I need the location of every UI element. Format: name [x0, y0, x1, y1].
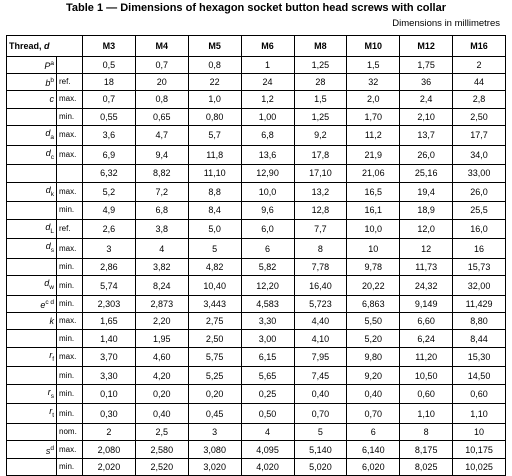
table-cell: 5,140: [294, 441, 347, 458]
table-cell: 5,74: [83, 276, 136, 296]
table-cell: 6: [241, 239, 294, 259]
table-cell: 15,73: [453, 259, 506, 276]
column-header: M5: [188, 36, 241, 57]
table-cell: 28: [294, 74, 347, 91]
table-cell: 0,20: [135, 384, 188, 404]
table-cell: 0,5: [83, 57, 136, 74]
table-cell: 3,30: [241, 313, 294, 330]
table-header-row: [7, 36, 506, 57]
tolerance-qualifier: [57, 165, 83, 182]
table-cell: 11,10: [188, 165, 241, 182]
dimension-symbol: c: [7, 91, 57, 108]
table-row: [7, 91, 506, 108]
table-cell: 1,00: [241, 108, 294, 125]
tolerance-qualifier: max.: [57, 441, 83, 458]
table-cell: 2,75: [188, 313, 241, 330]
table-row: [7, 57, 506, 74]
table-cell: 2,8: [453, 91, 506, 108]
table-cell: 10,175: [453, 441, 506, 458]
table-cell: 4,095: [241, 441, 294, 458]
table-cell: 6,8: [241, 125, 294, 145]
table-cell: 7,78: [294, 259, 347, 276]
table-row: [7, 259, 506, 276]
table-cell: 3,080: [188, 441, 241, 458]
dimension-symbol: $d_w$: [7, 276, 57, 296]
table-cell: 25,5: [453, 202, 506, 219]
table-cell: 11,429: [453, 296, 506, 313]
table-cell: 0,10: [83, 384, 136, 404]
table-row: [7, 125, 506, 145]
table-row: [7, 219, 506, 239]
table-cell: 0,20: [188, 384, 241, 404]
table-row: [7, 74, 506, 91]
column-header: M12: [400, 36, 453, 57]
table-cell: 17,7: [453, 125, 506, 145]
dimension-symbol: $r_t$: [7, 404, 57, 424]
dimension-symbol: $P^a$: [7, 57, 57, 74]
table-cell: 6,60: [400, 313, 453, 330]
table-cell: 16,5: [347, 182, 400, 202]
table-cell: 33,00: [453, 165, 506, 182]
table-cell: 26,0: [400, 145, 453, 165]
column-header: M16: [453, 36, 506, 57]
table-cell: 6,020: [347, 458, 400, 475]
tolerance-qualifier: min.: [57, 458, 83, 475]
table-cell: 10,025: [453, 458, 506, 475]
units-note: Dimensions in millimetres: [392, 18, 500, 29]
table-cell: 13,6: [241, 145, 294, 165]
table-cell: 0,60: [400, 384, 453, 404]
tolerance-qualifier: min.: [57, 108, 83, 125]
dimension-symbol: $r_f$: [7, 347, 57, 367]
table-cell: 24,32: [400, 276, 453, 296]
table-row: [7, 165, 506, 182]
table-cell: 17,8: [294, 145, 347, 165]
column-header: M8: [294, 36, 347, 57]
table-cell: 12,20: [241, 276, 294, 296]
table-cell: 16: [453, 239, 506, 259]
dimension-symbol: $r_s$: [7, 384, 57, 404]
table-cell: 7,45: [294, 367, 347, 384]
table-cell: 5,2: [83, 182, 136, 202]
table-cell: 4: [135, 239, 188, 259]
table-cell: 3,70: [83, 347, 136, 367]
table-cell: 0,60: [453, 384, 506, 404]
tolerance-qualifier: min.: [57, 296, 83, 313]
column-header: M4: [135, 36, 188, 57]
table-cell: 1,65: [83, 313, 136, 330]
table-cell: 3,30: [83, 367, 136, 384]
tolerance-qualifier: min.: [57, 367, 83, 384]
table-cell: 25,16: [400, 165, 453, 182]
table-row: [7, 458, 506, 475]
table-cell: 2,86: [83, 259, 136, 276]
dimension-symbol: [7, 108, 57, 125]
table-row: [7, 239, 506, 259]
table-cell: 9,6: [241, 202, 294, 219]
table-row: [7, 108, 506, 125]
dimensions-table: [6, 35, 506, 476]
table-row: [7, 145, 506, 165]
dimension-symbol: $d_L$: [7, 219, 57, 239]
table-cell: 4,583: [241, 296, 294, 313]
table-cell: 8,8: [188, 182, 241, 202]
table-row: [7, 296, 506, 313]
table-cell: 26,0: [453, 182, 506, 202]
table-cell: 13,2: [294, 182, 347, 202]
table-cell: 9,78: [347, 259, 400, 276]
table-cell: 11,2: [347, 125, 400, 145]
tolerance-qualifier: max.: [57, 313, 83, 330]
table-cell: 21,9: [347, 145, 400, 165]
column-header: M10: [347, 36, 400, 57]
tolerance-qualifier: min.: [57, 202, 83, 219]
table-cell: 7,95: [294, 347, 347, 367]
table-row: [7, 441, 506, 458]
table-row: [7, 384, 506, 404]
table-cell: 11,20: [400, 347, 453, 367]
dimension-symbol: k: [7, 313, 57, 330]
table-cell: 9,4: [135, 145, 188, 165]
table-cell: 5,020: [294, 458, 347, 475]
table-cell: 4,020: [241, 458, 294, 475]
table-cell: 8,80: [453, 313, 506, 330]
table-cell: 3: [83, 239, 136, 259]
tolerance-qualifier: max.: [57, 239, 83, 259]
table-cell: 6,24: [400, 330, 453, 347]
tolerance-qualifier: [57, 57, 83, 74]
table-cell: 11,8: [188, 145, 241, 165]
table-row: [7, 367, 506, 384]
table-cell: 15,30: [453, 347, 506, 367]
dimension-symbol: $e^{c d}$: [7, 296, 57, 313]
table-cell: 18,9: [400, 202, 453, 219]
table-cell: 5,20: [347, 330, 400, 347]
table-cell: 3: [188, 424, 241, 441]
table-cell: 20,22: [347, 276, 400, 296]
dimension-symbol: [7, 424, 57, 441]
thread-header: Thread, d: [7, 36, 83, 57]
table-cell: 12,90: [241, 165, 294, 182]
tolerance-qualifier: min.: [57, 384, 83, 404]
table-cell: 6: [347, 424, 400, 441]
table-cell: 4,9: [83, 202, 136, 219]
table-cell: 2: [83, 424, 136, 441]
table-cell: 0,25: [241, 384, 294, 404]
table-cell: 10,50: [400, 367, 453, 384]
table-cell: 19,4: [400, 182, 453, 202]
table-cell: 8,025: [400, 458, 453, 475]
dimension-symbol: $d_a$: [7, 125, 57, 145]
table-cell: 3,00: [241, 330, 294, 347]
table-cell: 5: [188, 239, 241, 259]
table-cell: 9,80: [347, 347, 400, 367]
table-cell: 8: [400, 424, 453, 441]
table-body: [7, 57, 506, 476]
dimension-symbol: [7, 458, 57, 475]
table-cell: 6,32: [83, 165, 136, 182]
table-cell: 2,50: [453, 108, 506, 125]
table-cell: 8,82: [135, 165, 188, 182]
table-cell: 2,4: [400, 91, 453, 108]
table-cell: 3,443: [188, 296, 241, 313]
table-cell: 2,20: [135, 313, 188, 330]
table-row: [7, 404, 506, 424]
column-header: M3: [83, 36, 136, 57]
table-cell: 5,82: [241, 259, 294, 276]
table-cell: 3,6: [83, 125, 136, 145]
table-cell: 22: [188, 74, 241, 91]
table-cell: 16,40: [294, 276, 347, 296]
table-cell: 10: [347, 239, 400, 259]
table-cell: 0,40: [135, 404, 188, 424]
table-cell: 6,0: [241, 219, 294, 239]
table-row: [7, 202, 506, 219]
table-row: [7, 347, 506, 367]
table-cell: 0,50: [241, 404, 294, 424]
table-cell: 8: [294, 239, 347, 259]
table-cell: 1: [241, 57, 294, 74]
table-cell: 1,2: [241, 91, 294, 108]
table-row: [7, 313, 506, 330]
table-cell: 0,70: [294, 404, 347, 424]
table-cell: 16,0: [453, 219, 506, 239]
table-cell: 1,5: [294, 91, 347, 108]
table-cell: 2,080: [83, 441, 136, 458]
table-cell: 5,75: [188, 347, 241, 367]
dimension-symbol: $d_s$: [7, 239, 57, 259]
table-cell: 2,50: [188, 330, 241, 347]
tolerance-qualifier: max.: [57, 182, 83, 202]
tolerance-qualifier: max.: [57, 145, 83, 165]
table-cell: 24: [241, 74, 294, 91]
table-cell: 3,8: [135, 219, 188, 239]
dimension-symbol: [7, 165, 57, 182]
tolerance-qualifier: min.: [57, 259, 83, 276]
table-cell: 1,25: [294, 57, 347, 74]
table-cell: 2,020: [83, 458, 136, 475]
table-cell: 7,2: [135, 182, 188, 202]
table-cell: 4,10: [294, 330, 347, 347]
dimension-symbol: [7, 330, 57, 347]
table-cell: 1,40: [83, 330, 136, 347]
table-cell: 3,020: [188, 458, 241, 475]
dimension-symbol: $d_k$: [7, 182, 57, 202]
table-cell: 5,0: [188, 219, 241, 239]
table-cell: 0,40: [294, 384, 347, 404]
table-cell: 2,5: [135, 424, 188, 441]
table-cell: 10,40: [188, 276, 241, 296]
table-cell: 8,175: [400, 441, 453, 458]
table-cell: 2,520: [135, 458, 188, 475]
table-cell: 6,15: [241, 347, 294, 367]
table-cell: 4,7: [135, 125, 188, 145]
tolerance-qualifier: ref.: [57, 74, 83, 91]
table-cell: 5,50: [347, 313, 400, 330]
table-cell: 4: [241, 424, 294, 441]
table-cell: 6,140: [347, 441, 400, 458]
table-cell: 0,80: [188, 108, 241, 125]
table-cell: 6,863: [347, 296, 400, 313]
dimension-symbol: [7, 202, 57, 219]
tolerance-qualifier: min.: [57, 276, 83, 296]
table-cell: 0,45: [188, 404, 241, 424]
dimension-symbol: [7, 367, 57, 384]
table-cell: 5,25: [188, 367, 241, 384]
table-cell: 2,303: [83, 296, 136, 313]
table-cell: 4,40: [294, 313, 347, 330]
table-cell: 0,40: [347, 384, 400, 404]
table-cell: 9,20: [347, 367, 400, 384]
table-cell: 1,5: [347, 57, 400, 74]
table-cell: 1,75: [400, 57, 453, 74]
table-cell: 12: [400, 239, 453, 259]
dimension-symbol: $s^d$: [7, 441, 57, 458]
table-cell: 12,0: [400, 219, 453, 239]
table-cell: 6,8: [135, 202, 188, 219]
table-cell: 13,7: [400, 125, 453, 145]
table-cell: 32,00: [453, 276, 506, 296]
table-cell: 18: [83, 74, 136, 91]
table-cell: 0,70: [347, 404, 400, 424]
tolerance-qualifier: nom.: [57, 424, 83, 441]
table-cell: 0,7: [83, 91, 136, 108]
tolerance-qualifier: max.: [57, 125, 83, 145]
table-cell: 4,82: [188, 259, 241, 276]
table-cell: 10,0: [241, 182, 294, 202]
table-cell: 10,0: [347, 219, 400, 239]
table-title: Table 1 — Dimensions of hexagon socket button head screws with collar: [66, 2, 446, 14]
tolerance-qualifier: min.: [57, 330, 83, 347]
table-cell: 2,0: [347, 91, 400, 108]
table-cell: 1,10: [453, 404, 506, 424]
table-cell: 4,20: [135, 367, 188, 384]
table-cell: 6,9: [83, 145, 136, 165]
dimension-symbol: [7, 259, 57, 276]
table-cell: 5: [294, 424, 347, 441]
dimension-symbol: $d_c$: [7, 145, 57, 165]
table-cell: 1,25: [294, 108, 347, 125]
table-cell: 1,70: [347, 108, 400, 125]
table-cell: 32: [347, 74, 400, 91]
table-cell: 17,10: [294, 165, 347, 182]
table-cell: 12,8: [294, 202, 347, 219]
table-cell: 16,1: [347, 202, 400, 219]
table-cell: 8,4: [188, 202, 241, 219]
table-cell: 1,0: [188, 91, 241, 108]
table-cell: 3,82: [135, 259, 188, 276]
table-cell: 0,8: [135, 91, 188, 108]
table-cell: 20: [135, 74, 188, 91]
table-cell: 9,2: [294, 125, 347, 145]
table-cell: 4,60: [135, 347, 188, 367]
table-cell: 0,8: [188, 57, 241, 74]
table-cell: 2,10: [400, 108, 453, 125]
table-cell: 5,723: [294, 296, 347, 313]
table-cell: 0,7: [135, 57, 188, 74]
table-cell: 2,580: [135, 441, 188, 458]
tolerance-qualifier: max.: [57, 347, 83, 367]
table-cell: 21,06: [347, 165, 400, 182]
table-cell: 2,6: [83, 219, 136, 239]
table-cell: 7,7: [294, 219, 347, 239]
table-cell: 5,65: [241, 367, 294, 384]
table-cell: 36: [400, 74, 453, 91]
table-cell: 44: [453, 74, 506, 91]
table-cell: 10: [453, 424, 506, 441]
tolerance-qualifier: ref.: [57, 219, 83, 239]
table-cell: 1,10: [400, 404, 453, 424]
table-cell: 2,873: [135, 296, 188, 313]
table-cell: 34,0: [453, 145, 506, 165]
table-cell: 0,65: [135, 108, 188, 125]
table-cell: 11,73: [400, 259, 453, 276]
tolerance-qualifier: max.: [57, 91, 83, 108]
table-cell: 0,30: [83, 404, 136, 424]
table-cell: 0,55: [83, 108, 136, 125]
table-cell: 9,149: [400, 296, 453, 313]
table-cell: 8,44: [453, 330, 506, 347]
table-row: [7, 276, 506, 296]
table-cell: 8,24: [135, 276, 188, 296]
table-cell: 14,50: [453, 367, 506, 384]
table-row: [7, 424, 506, 441]
column-header: M6: [241, 36, 294, 57]
table-cell: 1,95: [135, 330, 188, 347]
table-row: [7, 330, 506, 347]
table-cell: 2: [453, 57, 506, 74]
tolerance-qualifier: min.: [57, 404, 83, 424]
table-cell: 5,7: [188, 125, 241, 145]
dimension-symbol: $b^b$: [7, 74, 57, 91]
table-row: [7, 182, 506, 202]
